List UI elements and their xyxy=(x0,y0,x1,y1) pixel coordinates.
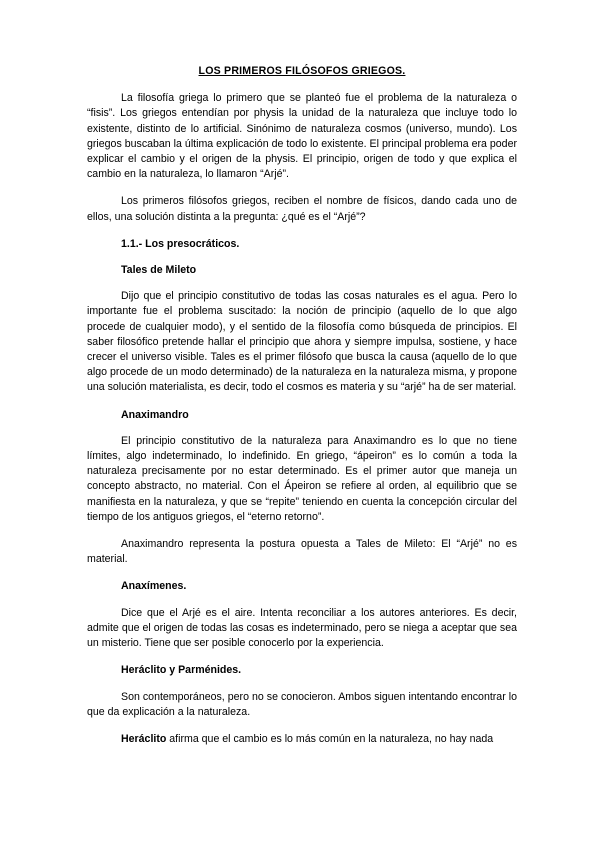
paragraph-fisicos: Los primeros filósofos griegos, reciben el nombre de físicos, dando cada uno de ellos, una solución distinta a la pregunta: ¿qué es el “Arjé”? xyxy=(87,195,517,223)
heraclito-text: afirma que el cambio es lo más común en la naturaleza, no hay nada xyxy=(166,732,494,745)
heading-anaximandro: Anaximandro xyxy=(121,408,189,421)
paragraph-physis: La filosofía griega lo primero que se planteó fue el problema de la naturaleza o “fisis”. Los griegos entendían por physis la unidad de la naturaleza que incluye todo lo existente, distinto de lo artificial. Sinónimo de naturaleza cosmos (universo, mundo). Los griegos buscaban la última explicación de todo lo existente. El principal problema era poder explicar el cambio y el origen de la physis. El principio, origen de todo y que explica el cambio en la naturaleza, lo llamaron “Arjé”. xyxy=(87,92,517,181)
heraclito-name: Heráclito xyxy=(121,732,167,745)
document-title: LOS PRIMEROS FILÓSOFOS GRIEGOS. xyxy=(198,65,406,77)
heading-presocraticos: 1.1.- Los presocráticos. xyxy=(121,237,240,250)
document-page xyxy=(87,64,517,759)
paragraph-contemporaneos: Son contemporáneos, pero no se conocieron. Ambos siguen intentando encontrar lo que da explicación a la naturaleza. xyxy=(87,690,517,718)
paragraph-heraclito xyxy=(87,732,517,747)
paragraph-anaximandro-postura: Anaximandro representa la postura opuesta a Tales de Mileto: El “Arjé” no es material. xyxy=(87,538,517,566)
heading-tales-de-mileto: Tales de Mileto xyxy=(121,264,197,277)
heading-anaximenes: Anaxímenes. xyxy=(121,580,187,593)
heading-heraclito-parmenides: Heráclito y Parménides. xyxy=(121,664,242,677)
paragraph-tales: Dijo que el principio constitutivo de todas las cosas naturales es el agua. Pero lo importante fue el problema suscitado: la noción de principio (aquello de lo que algo procede de cualquier modo), y el sentido de la filosofía como búsqueda de principios. El saber filosófico pretende hallar el principio que ahora y siempre impulsa, sostiene, y hace crecer el universo visible. Tales es el primer filósofo que busca la causa (aquello de lo que algo procede de un modo determinado) de la naturaleza en la naturaleza misma, y propone una solución materialista, es decir, todo el cosmos es materia y su “arjé” ha de ser material. xyxy=(87,290,517,394)
paragraph-anaximandro: El principio constitutivo de la naturaleza para Anaximandro es lo que no tiene límites, algo indeterminado, lo indefinido. En griego, “ápeiron” es lo común a toda la naturaleza precisamente por no estar determinado. Es el primer autor que maneja un concepto abstracto, no material. Con el Ápeiron se refiere al orden, al equilibrio que se manifiesta en la naturaleza, y que se “repite” teniendo en cuenta la concepción circular del tiempo de los antiguos griegos, el “eterno retorno”. xyxy=(87,434,517,523)
paragraph-anaximenes: Dice que el Arjé es el aire. Intenta reconciliar a los autores anteriores. Es decir, admite que el origen de todas las cosas es indeterminado, pero se niega a aceptar que sea un misterio. Tiene que ser posible conocerlo por la experiencia. xyxy=(87,606,517,650)
